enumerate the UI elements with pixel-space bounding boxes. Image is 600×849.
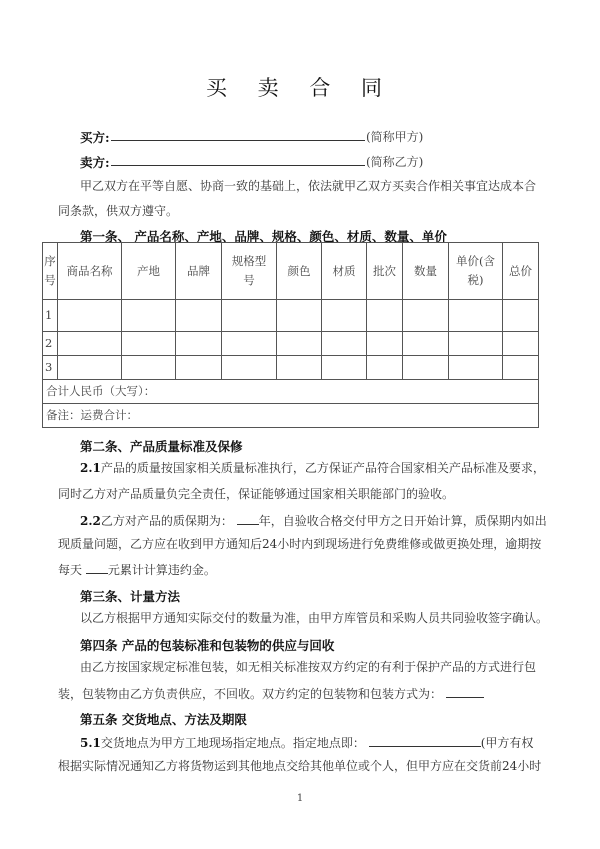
article-2-heading: 第二条、产品质量标准及保修 <box>80 439 243 454</box>
clause-2-1-line-2: 同时乙方对产品质量负完全责任，保证能够通过国家相关职能部门的验收。 <box>58 487 455 501</box>
clause-number: 2.2 <box>80 514 101 528</box>
header-quantity: 数量 <box>403 243 449 300</box>
buyer-label: 买方: <box>80 130 110 145</box>
cell-spec-model[interactable] <box>222 356 277 380</box>
cell-brand[interactable] <box>176 356 222 380</box>
cell-product-name[interactable] <box>58 356 122 380</box>
page-number: 1 <box>296 793 304 804</box>
cell-product-name[interactable] <box>58 300 122 332</box>
table-row <box>43 356 539 380</box>
row-index: 2 <box>43 332 58 356</box>
article-4-line-1: 由乙方按国家规定标准包装，如无相关标准按双方约定的有利于保护产品的方式进行包 <box>80 660 537 674</box>
clause-2-1-line-1: 2.1产品的质量按国家相关质量标准执行，乙方保证产品符合国家相关产品标准及要求， <box>80 461 545 475</box>
remarks-row <box>43 404 539 428</box>
cell-unit-price[interactable] <box>449 356 503 380</box>
article-3-text: 以乙方根据甲方通知实际交付的数量为准，由甲方库管员和采购人员共同验收签字确认。 <box>80 611 549 625</box>
cell-origin[interactable] <box>122 300 176 332</box>
cell-quantity[interactable] <box>403 332 449 356</box>
clause-number: 2.1 <box>80 461 101 475</box>
cell-material[interactable] <box>322 332 367 356</box>
cell-spec-model[interactable] <box>222 300 277 332</box>
total-rmb-uppercase[interactable]: 合计人民币（大写）： <box>43 380 539 404</box>
article-4-heading: 第四条 产品的包装标准和包装物的供应与回收 <box>80 638 335 653</box>
cell-total-price[interactable] <box>503 300 539 332</box>
product-table <box>42 242 539 428</box>
article-3-heading: 第三条、计量方法 <box>80 589 181 604</box>
header-index: 序 号 <box>43 243 58 300</box>
row-index: 3 <box>43 356 58 380</box>
remarks-shipping-total[interactable]: 备注：运费合计： <box>43 404 539 428</box>
document-title: 买 卖 合 同 <box>205 76 395 100</box>
cell-origin[interactable] <box>122 356 176 380</box>
header-material: 材质 <box>322 243 367 300</box>
buyer-alias-note: (简称甲方) <box>366 130 424 144</box>
clause-2-2-line-2: 现质量问题，乙方应在收到甲方通知后24小时内到现场进行免费维修或做更换处理，逾期按 <box>58 537 542 551</box>
article-1-heading: 第一条、 产品名称、产地、品牌、规格、颜色、材质、数量、单价 <box>80 229 447 244</box>
intro-line-1: 甲乙双方在平等自愿、协商一致的基础上，依法就甲乙双方买卖合作相关事宜达成本合 <box>80 179 537 193</box>
clause-5-1-line-2: 根据实际情况通知乙方将货物运到其他地点交给其他单位或个人，但甲方应在交货前24小时 <box>58 759 542 773</box>
table-header-row <box>43 243 539 300</box>
daily-penalty-amount-field[interactable] <box>86 562 108 574</box>
cell-brand[interactable] <box>176 332 222 356</box>
table-row <box>43 332 539 356</box>
cell-material[interactable] <box>322 300 367 332</box>
cell-spec-model[interactable] <box>222 332 277 356</box>
cell-color[interactable] <box>277 300 322 332</box>
header-brand: 品牌 <box>176 243 222 300</box>
cell-total-price[interactable] <box>503 332 539 356</box>
seller-name-field[interactable] <box>111 165 365 166</box>
seller-label: 卖方: <box>80 155 110 170</box>
cell-quantity[interactable] <box>403 300 449 332</box>
cell-product-name[interactable] <box>58 332 122 356</box>
cell-brand[interactable] <box>176 300 222 332</box>
header-unit-price: 单价(含 税) <box>449 243 503 300</box>
cell-batch[interactable] <box>367 300 403 332</box>
header-color: 颜色 <box>277 243 322 300</box>
cell-total-price[interactable] <box>503 356 539 380</box>
cell-batch[interactable] <box>367 332 403 356</box>
cell-batch[interactable] <box>367 356 403 380</box>
clause-2-2-line-1: 2.2乙方对产品的质保期为： 年，自验收合格交付甲方之日开始计算，质保期内如出 <box>80 514 547 528</box>
clause-2-2-line-3: 每天 元累计计算违约金。 <box>58 563 216 577</box>
header-spec-model: 规格型 号 <box>222 243 277 300</box>
header-product-name: 商品名称 <box>58 243 122 300</box>
buyer-name-field[interactable] <box>111 140 365 141</box>
clause-number: 5.1 <box>80 736 101 750</box>
cell-unit-price[interactable] <box>449 332 503 356</box>
article-4-line-2: 装，包装物由乙方负责供应，不回收。双方约定的包装物和包装方式为： <box>58 686 484 701</box>
clause-5-1-line-1: 5.1交货地点为甲方工地现场指定地点。指定地点即： (甲方有权 <box>80 736 534 750</box>
header-origin: 产地 <box>122 243 176 300</box>
cell-material[interactable] <box>322 356 367 380</box>
delivery-location-field[interactable] <box>369 735 481 747</box>
header-batch: 批次 <box>367 243 403 300</box>
intro-line-2: 同条款，供双方遵守。 <box>58 204 179 218</box>
warranty-years-field[interactable] <box>237 513 259 525</box>
row-index: 1 <box>43 300 58 332</box>
cell-color[interactable] <box>277 356 322 380</box>
cell-color[interactable] <box>277 332 322 356</box>
table-row <box>43 300 539 332</box>
cell-origin[interactable] <box>122 332 176 356</box>
packaging-method-field[interactable] <box>446 686 484 698</box>
header-total-price: 总价 <box>503 243 539 300</box>
total-row <box>43 380 539 404</box>
cell-quantity[interactable] <box>403 356 449 380</box>
seller-alias-note: (简称乙方) <box>366 155 424 169</box>
article-5-heading: 第五条 交货地点、方法及期限 <box>80 712 247 727</box>
cell-unit-price[interactable] <box>449 300 503 332</box>
